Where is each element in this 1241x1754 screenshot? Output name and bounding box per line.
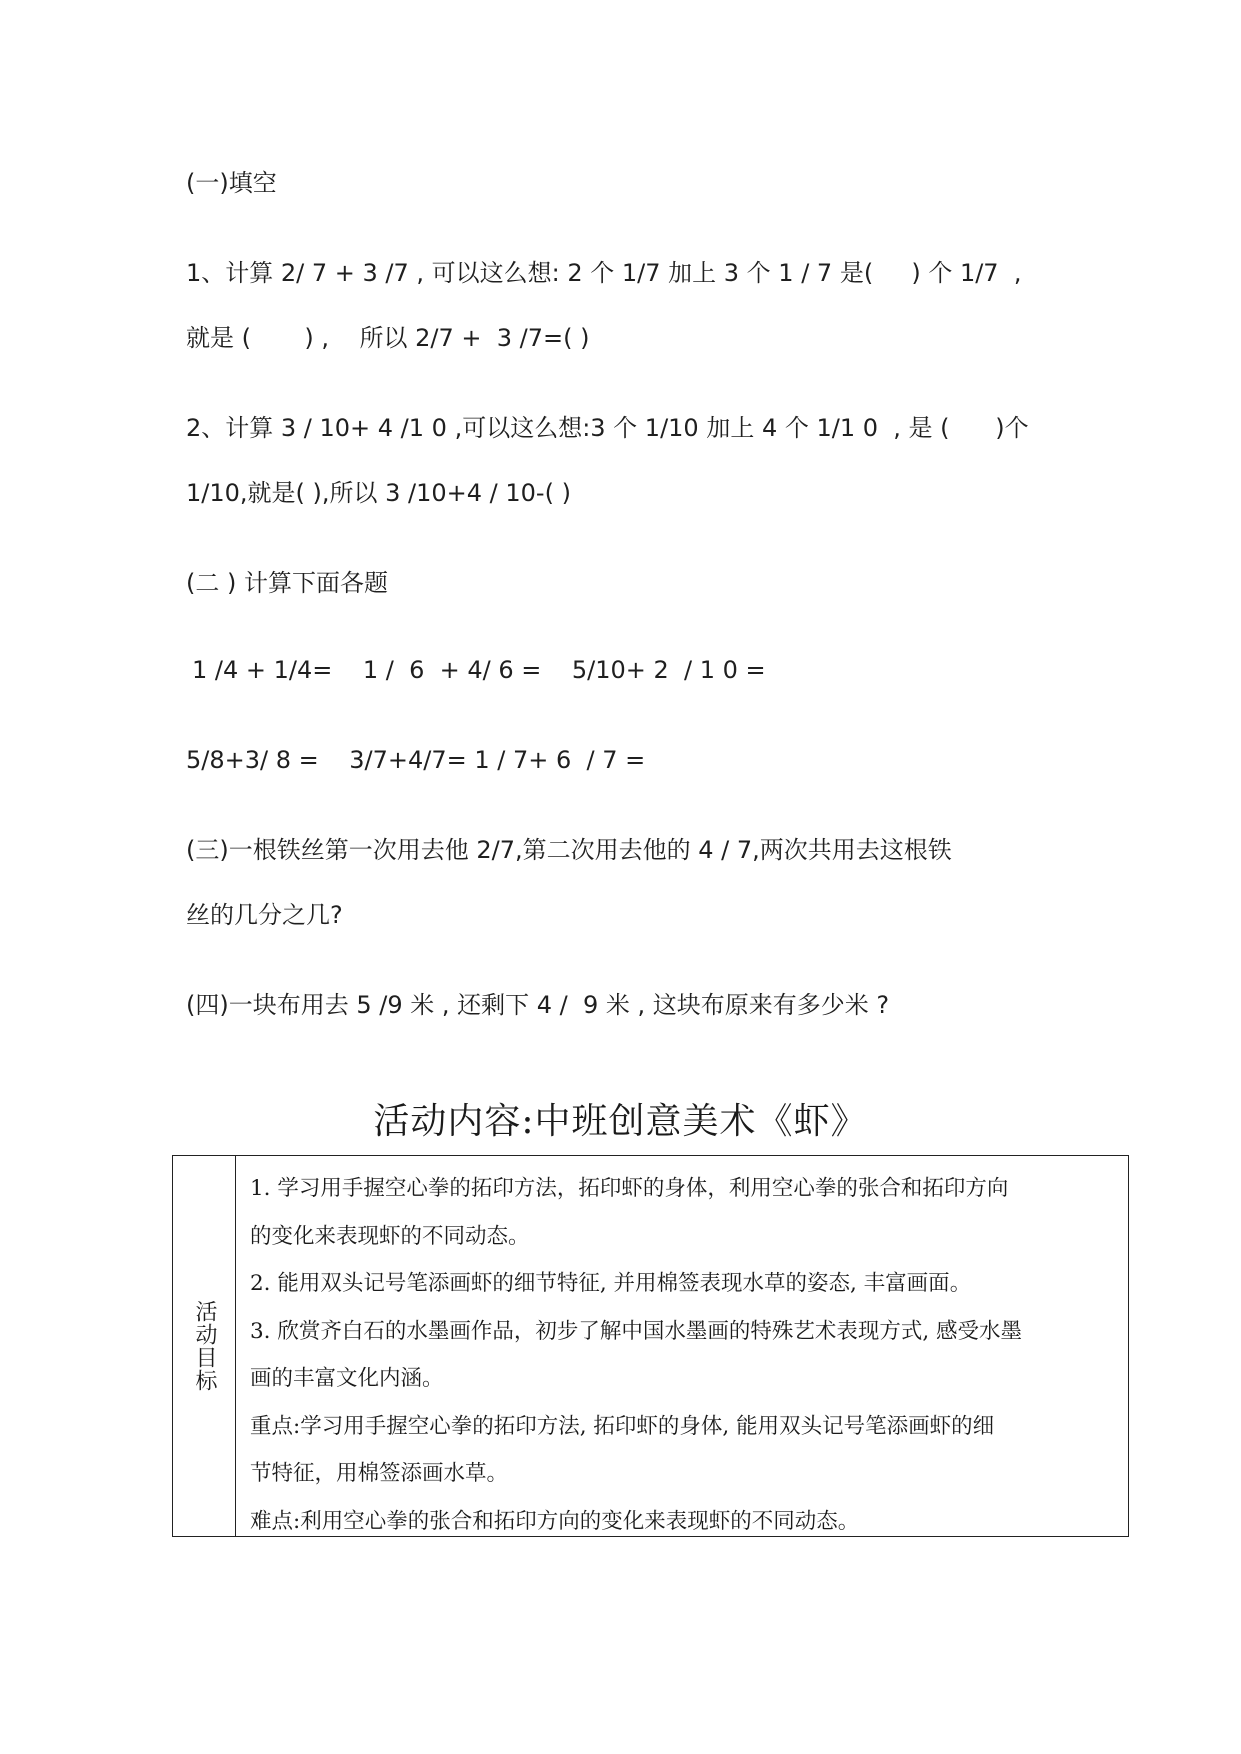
goal-label: 活动目标	[192, 1300, 217, 1392]
question-1-line-1: 1、计算 2/ 7 + 3 /7 , 可以这么想: 2 个 1/7 加上 3 个 1 / 7 是( ) 个 1/7 ,	[186, 259, 1022, 287]
activity-title: 活动内容:中班创意美术《虾》	[373, 1101, 868, 1142]
goal-line: 3. 欣赏齐白石的水墨画作品，初步了解中国水墨画的特殊艺术表现方式, 感受水墨	[250, 1318, 1023, 1344]
goal-label-cell	[173, 1156, 236, 1536]
section-1-heading: (一)填空	[186, 169, 277, 197]
question-2-line-1: 2、计算 3 / 10+ 4 /1 0 ,可以这么想:3 个 1/10 加上 4 个 1/1 0 , 是 ( )个	[186, 414, 1029, 442]
activity-goal-table	[172, 1155, 1129, 1537]
goal-line: 重点:学习用手握空心拳的拓印方法, 拓印虾的身体, 能用双头记号笔添画虾的细	[250, 1413, 995, 1439]
section-3-line-2: 丝的几分之几?	[186, 901, 343, 929]
section-2-heading: (二 ) 计算下面各题	[186, 569, 388, 597]
section-3-line-1: (三)一根铁丝第一次用去他 2/7,第二次用去他的 4 / 7,两次共用去这根铁	[186, 836, 952, 864]
question-1-line-2: 就是 ( ) , 所以 2/7 + 3 /7=( )	[186, 324, 590, 352]
goal-content-cell	[236, 1156, 1128, 1536]
goal-line: 节特征，用棉签添画水草。	[250, 1461, 509, 1486]
calc-row-2: 5/8+3/ 8 = 3/7+4/7= 1 / 7+ 6 / 7 =	[186, 746, 646, 774]
question-2-line-2: 1/10,就是( ),所以 3 /10+4 / 10-( )	[186, 479, 571, 507]
goal-line: 1. 学习用手握空心拳的拓印方法，拓印虾的身体，利用空心拳的张合和拓印方向	[250, 1176, 1009, 1201]
goal-line: 的变化来表现虾的不同动态。	[250, 1223, 530, 1249]
section-4-line: (四)一块布用去 5 /9 米 , 还剩下 4 / 9 米 , 这块布原来有多少米 ?	[186, 991, 890, 1019]
goal-line: 2. 能用双头记号笔添画虾的细节特征, 并用棉签表现水草的姿态, 丰富画面。	[250, 1271, 972, 1296]
goal-line: 难点:利用空心拳的张合和拓印方向的变化来表现虾的不同动态。	[250, 1508, 860, 1534]
goal-line: 画的丰富文化内涵。	[250, 1366, 444, 1391]
calc-row-1: 1 /4 + 1/4= 1 / 6 + 4/ 6 = 5/10+ 2 / 1 0 =	[192, 656, 766, 684]
